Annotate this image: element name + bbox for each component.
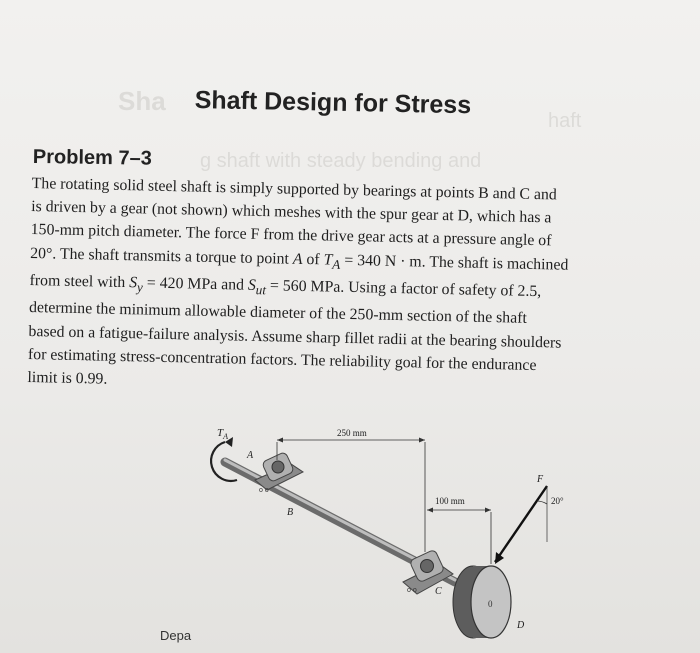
problem-line: from steel with $S_y = 420$ MPa and $S_{ut} = 560$ MPa. Using a factor of safety of 2.5, bbox=[29, 271, 542, 301]
force-f-arrow bbox=[495, 486, 547, 562]
problem-line: for estimating stress-concentration factors. The reliability goal for the endurance bbox=[27, 345, 537, 374]
bleed-through-text: Sha bbox=[118, 86, 166, 116]
problem-line: determine the minimum allowable diameter of the 250-mm section of the shaft bbox=[28, 299, 528, 328]
problem-line: 20°. The shaft transmits a torque to point A of $T_A = 340$ N · m. The shaft is machined bbox=[30, 244, 569, 274]
bleed-through-text: haft bbox=[548, 110, 582, 132]
point-a-label: A bbox=[247, 450, 254, 461]
dimension-100-label: 100 mm bbox=[435, 496, 465, 506]
svg-text:o o: o o bbox=[407, 587, 417, 594]
shaft-figure bbox=[195, 412, 615, 642]
svg-text:0: 0 bbox=[488, 599, 493, 609]
problem-line: The rotating solid steel shaft is simply supported by bearings at points B and C and bbox=[31, 174, 557, 204]
problem-line: limit is 0.99. bbox=[27, 368, 108, 388]
pressure-angle-label: 20° bbox=[551, 496, 564, 506]
point-b-label: B bbox=[287, 507, 294, 518]
dimension-250-label: 250 mm bbox=[337, 428, 367, 438]
problem-line: based on a fatigue-failure analysis. Assume sharp fillet radii at the bearing shoulders bbox=[28, 322, 562, 352]
torque-label: $T_A$ bbox=[217, 427, 229, 441]
footer-text: Depa bbox=[160, 628, 192, 643]
force-f-label: F bbox=[537, 474, 544, 485]
point-d-label: D bbox=[517, 620, 525, 631]
point-c-label: C bbox=[435, 586, 442, 597]
spur-gear-d bbox=[453, 566, 511, 638]
problem-heading: Problem 7–3 bbox=[32, 146, 152, 170]
svg-text:o o: o o bbox=[259, 487, 269, 494]
problem-line: is driven by a gear (not shown) which meshes with the spur gear at D, which has a bbox=[31, 198, 552, 227]
page-title: Shaft Design for Stress bbox=[194, 86, 472, 120]
problem-line: 150-mm pitch diameter. The force F from the drive gear acts at a pressure angle of bbox=[30, 221, 552, 250]
bleed-through-text: g shaft with steady bending and bbox=[200, 150, 482, 172]
problem-statement bbox=[27, 172, 692, 403]
